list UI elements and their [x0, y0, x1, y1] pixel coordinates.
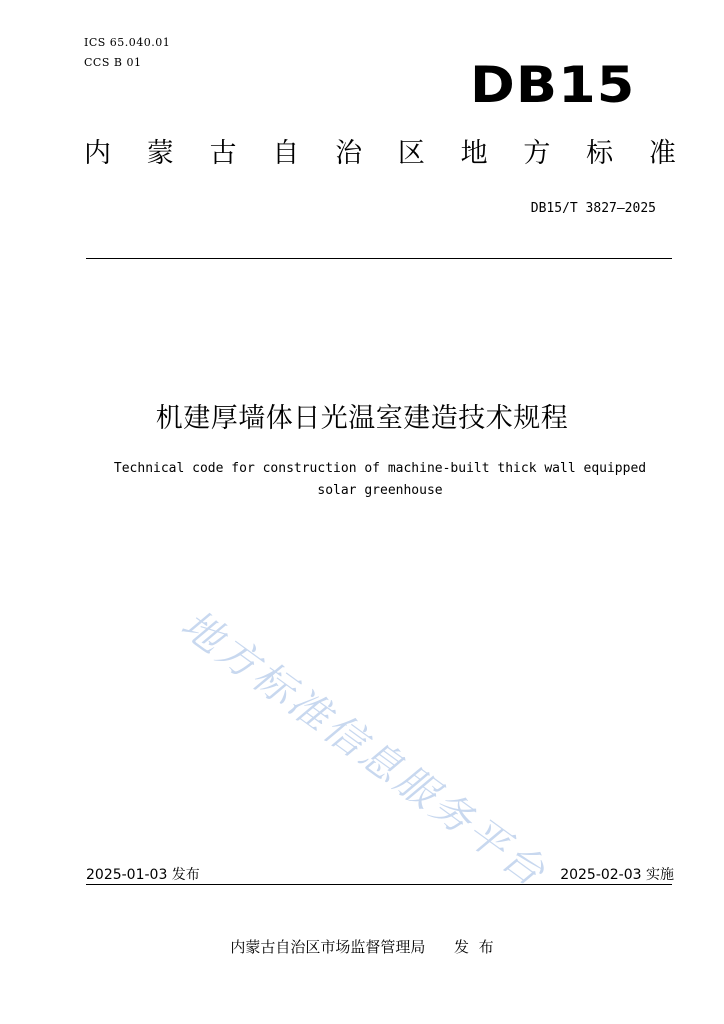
implementation-date: 2025-02-03 实施	[560, 867, 674, 883]
standard-number: DB15/T 3827—2025	[530, 201, 656, 216]
standard-title-char: 准	[648, 138, 676, 169]
standard-title-char: 标	[586, 138, 614, 169]
standard-title-char: 治	[335, 138, 363, 169]
standard-title-char: 内	[84, 138, 111, 169]
ccs-code: CCS B 01	[84, 56, 142, 69]
watermark: 地方标准信息服务平台	[172, 601, 556, 898]
document-title-en	[60, 458, 700, 502]
title-en-line-1: Technical code for construction of machine-built thick wall equipped	[113, 461, 647, 476]
bottom-divider	[86, 884, 672, 885]
publisher: 内蒙古自治区市场监督管理局 发 布	[230, 938, 494, 956]
standard-title-char: 地	[460, 138, 488, 169]
db15-logo: DB15	[470, 56, 636, 114]
standard-category-title	[60, 140, 700, 167]
standard-title-char: 蒙	[146, 138, 174, 169]
top-divider	[86, 258, 672, 259]
standard-title-char: 方	[523, 138, 551, 169]
document-title-cn: 机建厚墙体日光温室建造技术规程	[155, 403, 569, 434]
standard-title-char: 自	[272, 138, 300, 169]
issue-date: 2025-01-03 发布	[86, 867, 200, 883]
standard-title-char: 区	[397, 138, 425, 169]
title-en-line-2: solar greenhouse	[317, 483, 443, 498]
standard-title-char: 古	[209, 138, 237, 169]
ics-code: ICS 65.040.01	[84, 36, 171, 49]
